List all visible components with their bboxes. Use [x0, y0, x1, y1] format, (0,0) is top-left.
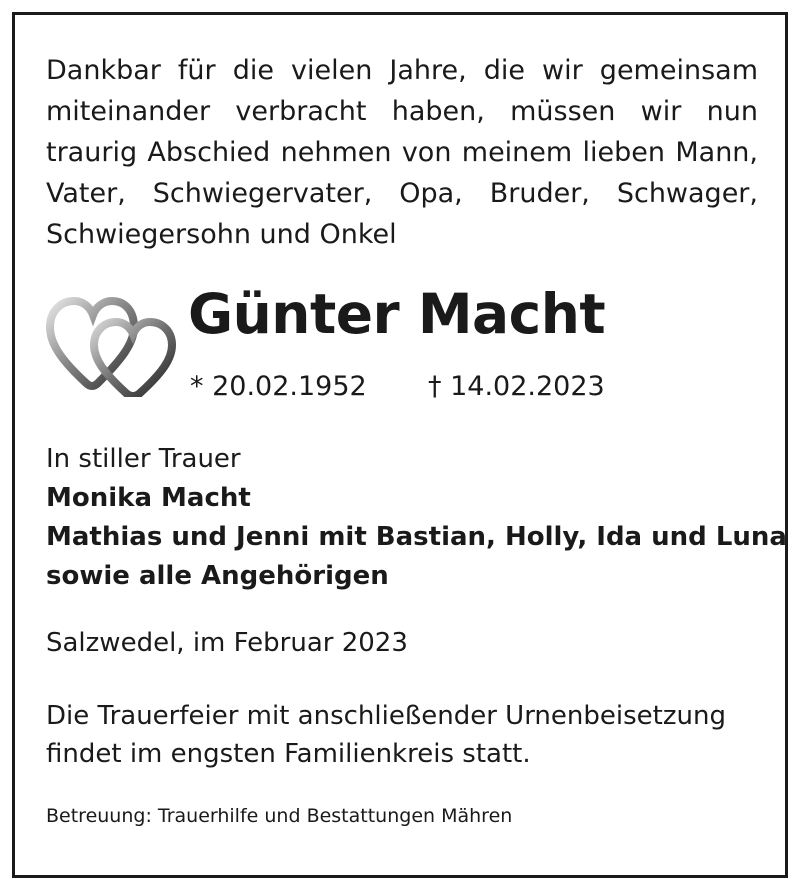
funeral-home-note: Betreuung: Trauerhilfe und Bestattungen Mähren: [46, 805, 513, 827]
birth-date: * 20.02.1952: [190, 371, 367, 402]
mourners-block: [46, 440, 787, 596]
deceased-name: Günter Macht: [188, 282, 606, 346]
death-date: † 14.02.2023: [428, 371, 605, 402]
intro-text: Dankbar für die vielen Jahre, die wir gemeinsam miteinander verbracht haben, müssen wir nun traurig Abschied nehmen von meinem lieben Mann, Vater, Schwiegervater, Opa, Bruder, Schwager, Schwiegersohn und Onkel: [46, 55, 758, 250]
mourner-line: Mathias und Jenni mit Bastian, Holly, Ida und Luna: [46, 522, 787, 552]
ceremony-note: Die Trauerfeier mit anschließender Urnenbeisetzung findet im engsten Familienkreis statt.: [46, 701, 726, 769]
mourning-intro: In stiller Trauer: [46, 444, 241, 474]
mourner-line: Monika Macht: [46, 483, 251, 513]
mourner-line: sowie alle Angehörigen: [46, 561, 389, 591]
place-date: Salzwedel, im Februar 2023: [46, 628, 408, 658]
intertwined-hearts-icon: [46, 285, 178, 397]
